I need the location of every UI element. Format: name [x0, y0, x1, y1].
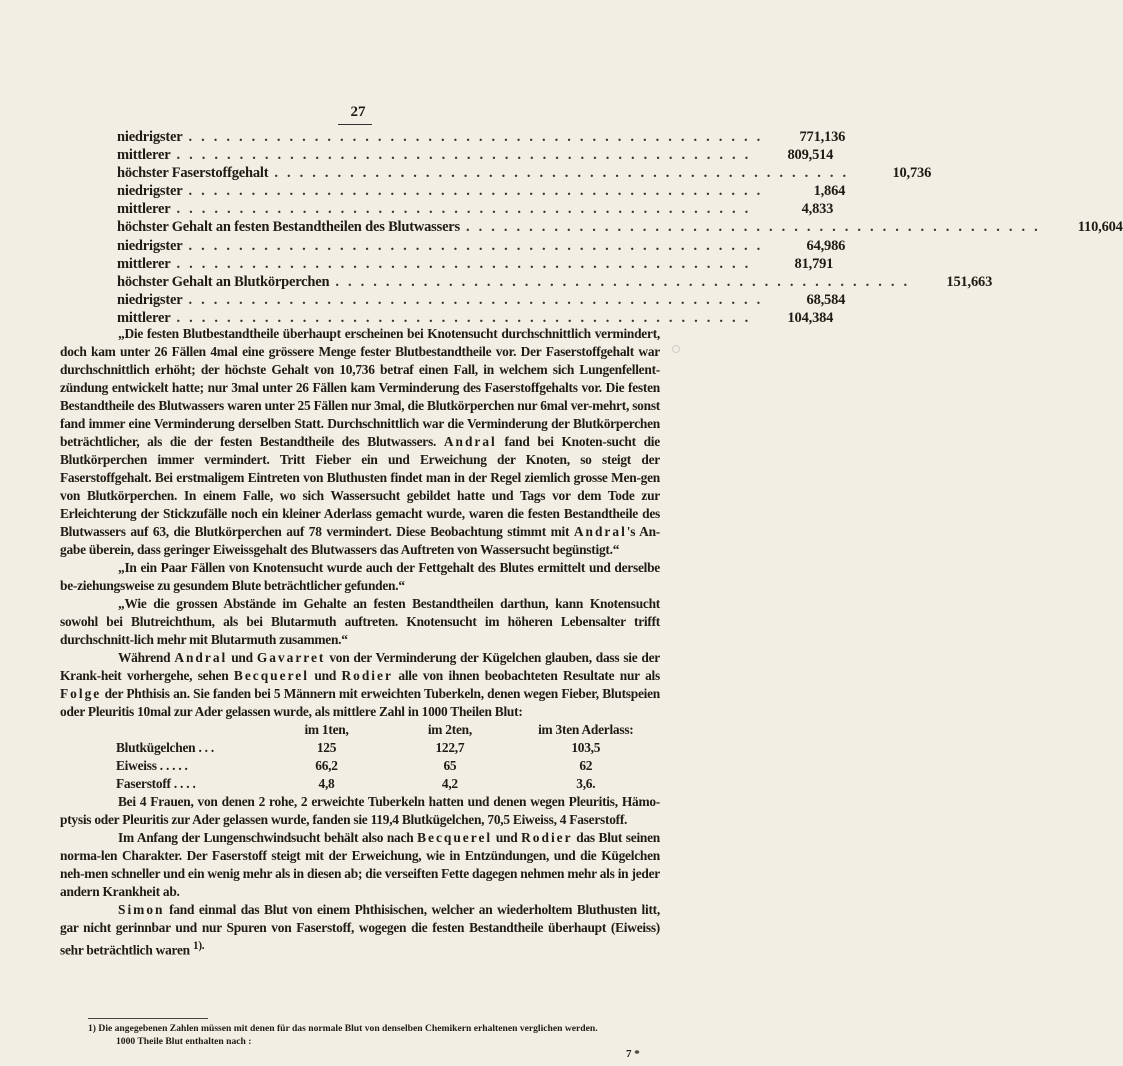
paragraph — [60, 649, 660, 721]
author-name: Rodier — [521, 830, 573, 845]
stat-label: mittlerer — [117, 309, 171, 326]
table-cell: 66,2 — [315, 758, 338, 773]
table-row — [116, 757, 660, 775]
table-header-row — [116, 721, 660, 739]
table-cell: 103,5 — [571, 740, 601, 755]
page-number-rule — [338, 124, 372, 125]
page-number: 27 — [350, 104, 366, 120]
table-header-empty — [116, 721, 265, 739]
footnote-line: 1) Die angegebenen Zahlen müssen mit denen für das normale Blut von denselben Chemikern erhaltenen verglichen werden. — [88, 1023, 598, 1034]
stat-value: 1,864 — [813, 183, 846, 200]
table-row — [116, 775, 660, 793]
table-cell: 62 — [579, 758, 593, 773]
stat-label: niedrigster — [117, 291, 183, 308]
author-name: Rodier — [341, 668, 393, 683]
dot-leader: .............................................. — [465, 219, 1047, 236]
table-header: im 3ten Aderlass: — [538, 722, 634, 737]
paragraph: „Wie die grossen Abstände im Gehalte an festen Bestandtheilen darthun, kann Knotensucht sowohl bei Blutreichthum, als bei Blutarmuth auftreten. Knotensucht im höheren Lebensalter trifft durchschnitt-lich mehr mit Blutarmuth zusammen.“ — [60, 596, 660, 647]
text-run: fand bei Knoten-sucht die Blutkörperchen immer vermindert. Tritt Fieber ein und Erweichung der Knoten, so steigt der Faserstoffgehalt. Bei erstmaligem Eintreten von Bluthusten findet man in der Regel ziemlich grosse Men-gen von Blutkörperchen. In einem Falle, wo sich Wassersucht gebildet hatte und Tags vor dem Tode zur Erleichterung der Stickzufälle noch ein kleiner Aderlass gemacht wurde, waren die festen Bestandtheile des Blutwassers auf 63, die Blutkörperchen auf 78 vermindert. Diese Beobachtung stimmt mit — [60, 434, 660, 539]
text-run: 's An-gabe überein, dass geringer Eiweissgehalt des Blutwassers das Auftreten von Wassersucht begünstigt.“ — [60, 524, 660, 557]
text-run: von der Verminderung der Kügelchen glauben, dass sie der Krank-heit vorhergehe, sehen — [60, 650, 661, 683]
paragraph: Bei 4 Frauen, von denen 2 rohe, 2 erweichte Tuberkeln hatten und denen wegen Pleuritis, Hämo-ptysis oder Pleuritis zur Ader gelassen wurde, fanden sie 119,4 Blutkügelchen, 70,5 Eiweiss, 4 Faserstoff. — [60, 794, 660, 827]
stat-label: niedrigster — [117, 237, 183, 254]
footnote-rule — [88, 1018, 208, 1019]
stat-value: 110,604 — [1077, 219, 1123, 236]
stat-value: 771,136 — [799, 129, 846, 145]
stat-label: höchster Gehalt an festen Bestandtheilen des Blutwassers — [117, 219, 460, 236]
stat-value: 809,514 — [787, 147, 834, 164]
text-run: und — [495, 830, 518, 845]
paper-blemish — [672, 345, 680, 353]
table-cell: Eiweiss . . . . . — [116, 758, 188, 773]
signature-mark: 7 * — [626, 1048, 640, 1060]
stat-label: niedrigster — [117, 129, 183, 145]
footnote-line: 1000 Theile Blut enthalten nach : — [116, 1036, 252, 1047]
table-cell: 4,8 — [318, 776, 335, 791]
stat-label: niedrigster — [117, 183, 183, 200]
author-name: Becquerel — [233, 668, 309, 683]
body-text — [60, 325, 660, 959]
text-run: fand einmal das Blut von einem Phthisischen, welcher an wiederholtem Bluthusten litt, gar nicht gerinnbar und nur Spuren von Faserstoff, wogegen die festen Bestandtheile überhaupt (Eiweiss) sehr beträchtlich waren — [60, 902, 660, 958]
paragraph: „In ein Paar Fällen von Knotensucht wurde auch der Fettgehalt des Blutes ermittelt und derselbe be-ziehungsweise zu gesundem Blute beträchtlicher gefunden.“ — [60, 560, 660, 593]
table-row — [116, 739, 660, 757]
stat-row — [117, 183, 846, 201]
stat-row — [117, 147, 834, 165]
dot-leader: .............................................. — [176, 147, 758, 164]
dot-leader: .............................................. — [188, 129, 770, 145]
stat-value: 64,986 — [806, 237, 846, 254]
table-cell: Faserstoff . . . . — [116, 776, 196, 791]
stat-label: mittlerer — [117, 201, 171, 218]
dot-leader: .............................................. — [274, 165, 856, 182]
stat-label: mittlerer — [117, 255, 171, 272]
author-name: Becquerel — [417, 830, 493, 845]
text-run: und — [314, 668, 337, 683]
table-header: im 2ten, — [427, 722, 472, 737]
footnote-ref: 1). — [193, 940, 205, 952]
text-run: „Die festen Blutbestandtheile überhaupt erscheinen bei Knotensucht durchschnittlich vermindert, doch kam unter 26 Fällen 4mal eine grössere Menge fester Blutbestandtheile vor. Der Faserstoffgehalt war durchschnittlich erhöht; der höchste Gehalt von 10,736 betraf einen Fall, in welchem sich Lungenfellent-zündung entwickelt hatte; nur 3mal unter 26 Fällen kam Verminderung des Faserstoffgehalts vor. Die festen Bestandtheile des Blutwassers waren unter 25 Fällen nur 3mal, die Blutkörperchen nur 6mal ver-mehrt, sonst fand immer eine Verminderung derselben Statt. Durchschnittlich war die Verminderung der Blutkörperchen beträchtlicher, als die der festen Bestandtheile des Blutwassers. — [60, 326, 660, 449]
stat-row — [117, 201, 834, 219]
dot-leader: .............................................. — [188, 237, 770, 254]
dot-leader: .............................................. — [188, 291, 770, 308]
table-cell: Blutkügelchen . . . — [116, 740, 214, 755]
dot-leader: .............................................. — [188, 183, 770, 200]
stat-value: 151,663 — [946, 273, 993, 290]
table-cell: 125 — [316, 740, 337, 755]
stat-row — [117, 219, 1123, 237]
stat-row — [117, 255, 834, 274]
paragraph — [60, 829, 660, 901]
footnote — [88, 1022, 668, 1048]
text-run: alle von ihnen beobachteten Resultate nur als — [398, 668, 660, 683]
stat-label: höchster Faserstoffgehalt — [117, 165, 269, 182]
emphasis: Folge — [60, 686, 102, 701]
text-run: das Blut seinen norma-len Charakter. Der Faserstoff steigt mit der Erweichung, wie in Entzündungen, und die Kügelchen neh-men schneller und ein wenig mehr als in diesen ab; die verseiften Fette dagegen nehmen mehr als in jeder andern Krankheit ab. — [60, 830, 661, 899]
table-header: im 1ten, — [304, 722, 349, 737]
dot-leader: .............................................. — [176, 309, 758, 326]
author-name: Andral — [443, 434, 497, 449]
stat-row — [117, 165, 932, 183]
stat-row — [117, 291, 846, 310]
author-name: Simon — [118, 902, 165, 917]
dot-leader: .............................................. — [335, 273, 917, 290]
author-name: Andral — [174, 650, 228, 665]
stat-value: 104,384 — [787, 309, 834, 326]
paragraph — [60, 901, 660, 959]
stat-value: 10,736 — [892, 165, 932, 182]
author-name: Gavarret — [256, 650, 326, 665]
stat-label: höchster Gehalt an Blutkörperchen — [117, 273, 330, 290]
stats-list — [117, 129, 1123, 328]
text-run: der Phthisis an. Sie fanden bei 5 Männern mit erweichten Tuberkeln, denen wegen Fieber, Blutspeien oder Pleuritis 10mal zur Ader gelassen wurde, als mittlere Zahl in 1000 Theilen Blut: — [60, 686, 660, 719]
stat-value: 68,584 — [806, 291, 846, 308]
stat-row — [117, 237, 846, 256]
paragraph — [60, 325, 660, 559]
dot-leader: .............................................. — [176, 255, 758, 272]
table-cell: 122,7 — [435, 740, 465, 755]
text-run: und — [231, 650, 253, 665]
author-name: Andral — [573, 524, 627, 539]
stat-row — [117, 273, 993, 292]
stat-value: 4,833 — [801, 201, 834, 218]
stat-value: 81,791 — [794, 255, 834, 272]
table-cell: 4,2 — [441, 776, 458, 791]
table-cell: 3,6. — [576, 776, 596, 791]
stat-row — [117, 129, 846, 147]
text-run: Während — [118, 650, 171, 665]
stat-label: mittlerer — [117, 147, 171, 164]
text-run: Im Anfang der Lungenschwindsucht behält also nach — [118, 830, 414, 845]
dot-leader: .............................................. — [176, 201, 758, 218]
blood-table — [116, 721, 660, 793]
table-cell: 65 — [443, 758, 457, 773]
